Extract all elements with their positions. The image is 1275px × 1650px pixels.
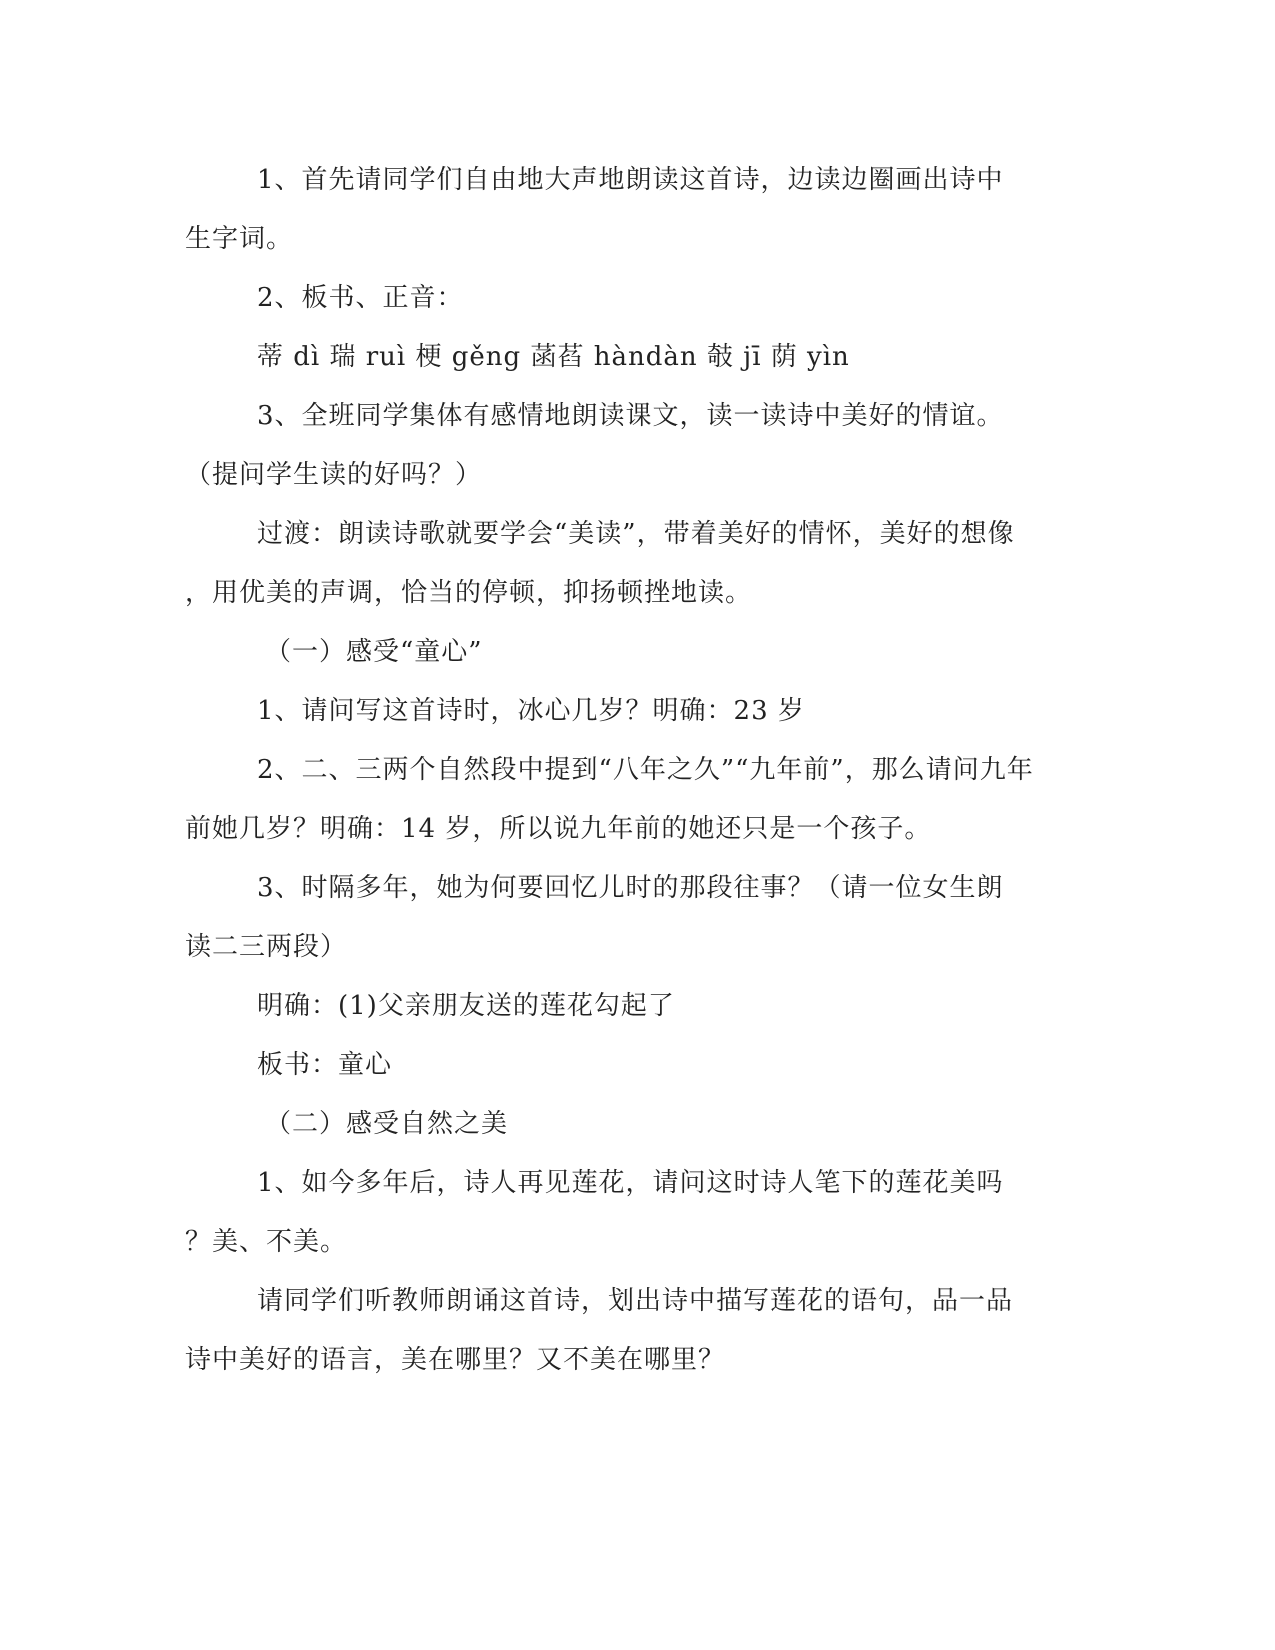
paragraph-line: 明确：(1)父亲朋友送的莲花勾起了 bbox=[257, 991, 675, 1021]
paragraph-line: 1、请问写这首诗时，冰心几岁？明确：23 岁 bbox=[257, 696, 805, 726]
paragraph-line: 2、板书、正音： bbox=[257, 283, 464, 313]
paragraph-line: 请同学们听教师朗诵这首诗，划出诗中描写莲花的语句，品一品 bbox=[257, 1286, 1014, 1316]
paragraph-line: 读二三两段） bbox=[185, 932, 348, 962]
paragraph-line: ，用优美的声调，恰当的停顿，抑扬顿挫地读。 bbox=[185, 578, 753, 608]
paragraph-line: 3、全班同学集体有感情地朗读课文，读一读诗中美好的情谊。 bbox=[257, 401, 1004, 431]
paragraph-line: （提问学生读的好吗？） bbox=[185, 460, 483, 490]
pinyin-line: 蒂 dì 瑞 ruì 梗 gěng 菡萏 hàndàn 攲 jī 荫 yìn bbox=[257, 342, 850, 372]
paragraph-line: 诗中美好的语言，美在哪里？又不美在哪里？ bbox=[185, 1345, 726, 1375]
paragraph-line: 过渡：朗读诗歌就要学会“美读”，带着美好的情怀，美好的想像 bbox=[257, 519, 1015, 549]
paragraph-line: 板书：童心 bbox=[257, 1050, 393, 1080]
paragraph-line: 1、如今多年后，诗人再见莲花，请问这时诗人笔下的莲花美吗 bbox=[257, 1168, 1004, 1198]
paragraph-line: 前她几岁？明确：14 岁，所以说九年前的她还只是一个孩子。 bbox=[185, 814, 932, 844]
paragraph-line: 2、二、三两个自然段中提到“八年之久”“九年前”，那么请问九年 bbox=[257, 755, 1034, 785]
paragraph-line: 1、首先请同学们自由地大声地朗读这首诗，边读边圈画出诗中 bbox=[257, 165, 1004, 195]
section-heading: （一）感受“童心” bbox=[265, 637, 483, 667]
paragraph-line: 3、时隔多年，她为何要回忆儿时的那段往事？（请一位女生朗 bbox=[257, 873, 1004, 903]
section-heading: （二）感受自然之美 bbox=[265, 1109, 509, 1139]
paragraph-line: ？美、不美。 bbox=[185, 1227, 348, 1257]
paragraph-line: 生字词。 bbox=[185, 224, 294, 254]
